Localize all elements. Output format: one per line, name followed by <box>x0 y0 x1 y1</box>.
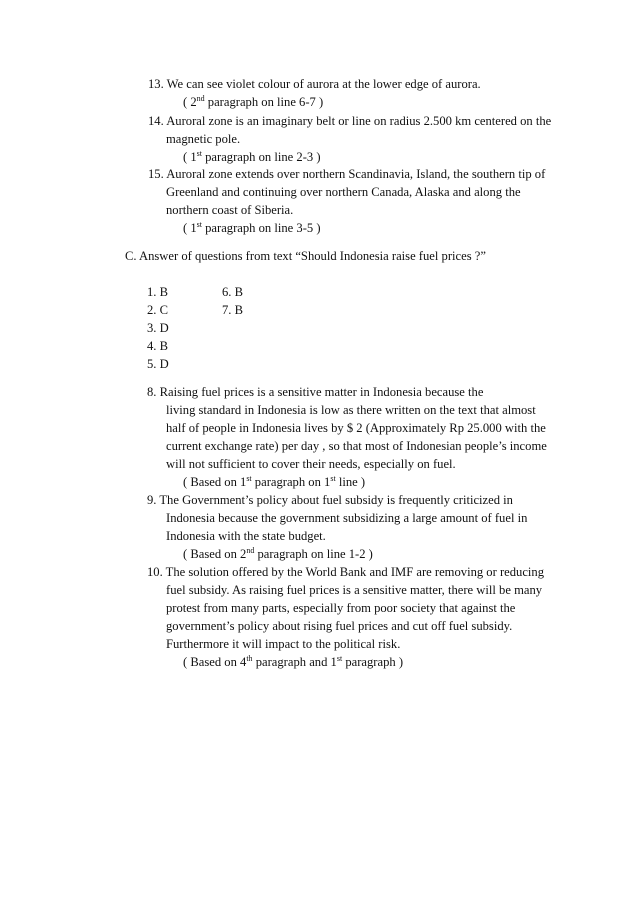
answer-13-reference: ( 2nd paragraph on line 6-7 ) <box>183 93 324 109</box>
answer-10-line1: 10. The solution offered by the World Bank and IMF are removing or reducing <box>147 565 545 579</box>
mc-answer-6: 6. B <box>222 285 243 299</box>
answer-8-reference: ( Based on 1st paragraph on 1st line ) <box>183 473 366 489</box>
answer-8-line5: will not sufficient to cover their needs, especially on fuel. <box>166 457 456 471</box>
answer-8-line4: current exchange rate) per day , so that most of Indonesian people’s income <box>166 439 547 453</box>
answer-8-line2: living standard in Indonesia is low as there written on the text that almost <box>166 403 536 417</box>
answer-15-reference: ( 1st paragraph on line 3-5 ) <box>183 219 321 235</box>
answer-8-line1: 8. Raising fuel prices is a sensitive matter in Indonesia because the <box>147 385 484 399</box>
mc-answer-7: 7. B <box>222 303 243 317</box>
answer-14-reference: ( 1st paragraph on line 2-3 ) <box>183 148 321 164</box>
answer-15-line2: Greenland and continuing over northern Canada, Alaska and along the <box>166 185 521 199</box>
answer-9-line2: Indonesia because the government subsidizing a large amount of fuel in <box>166 511 528 525</box>
answer-10-line2: fuel subsidy. As raising fuel prices is a sensitive matter, there will be many <box>166 583 543 597</box>
answer-10-reference: ( Based on 4th paragraph and 1st paragraph ) <box>183 653 404 669</box>
answer-10-line5: Furthermore it will impact to the political risk. <box>166 637 401 651</box>
answer-10-line3: protest from many parts, especially from poor society that against the <box>166 601 516 615</box>
mc-answer-4: 4. B <box>147 339 168 353</box>
answer-9-line1: 9. The Government’s policy about fuel subsidy is frequently criticized in <box>147 493 513 507</box>
mc-answer-1: 1. B <box>147 285 168 299</box>
answer-14-line1: 14. Auroral zone is an imaginary belt or line on radius 2.500 km centered on the <box>148 114 552 128</box>
mc-answer-3: 3. D <box>147 321 169 335</box>
answer-10-line4: government’s policy about rising fuel prices and cut off fuel subsidy. <box>166 619 513 633</box>
answer-9-line3: Indonesia with the state budget. <box>166 529 326 543</box>
answer-15-line1: 15. Auroral zone extends over northern Scandinavia, Island, the southern tip of <box>148 167 546 181</box>
answer-14-line2: magnetic pole. <box>166 132 241 146</box>
answer-8-line3: half of people in Indonesia lives by $ 2 (Approximately Rp 25.000 with the <box>166 421 546 435</box>
answer-13: 13. We can see violet colour of aurora at the lower edge of aurora. <box>148 77 481 91</box>
section-c-heading: C. Answer of questions from text “Should Indonesia raise fuel prices ?” <box>125 249 486 263</box>
mc-answer-2: 2. C <box>147 303 168 317</box>
mc-answer-5: 5. D <box>147 357 169 371</box>
answer-9-reference: ( Based on 2nd paragraph on line 1-2 ) <box>183 545 373 561</box>
answer-15-line3: northern coast of Siberia. <box>166 203 294 217</box>
